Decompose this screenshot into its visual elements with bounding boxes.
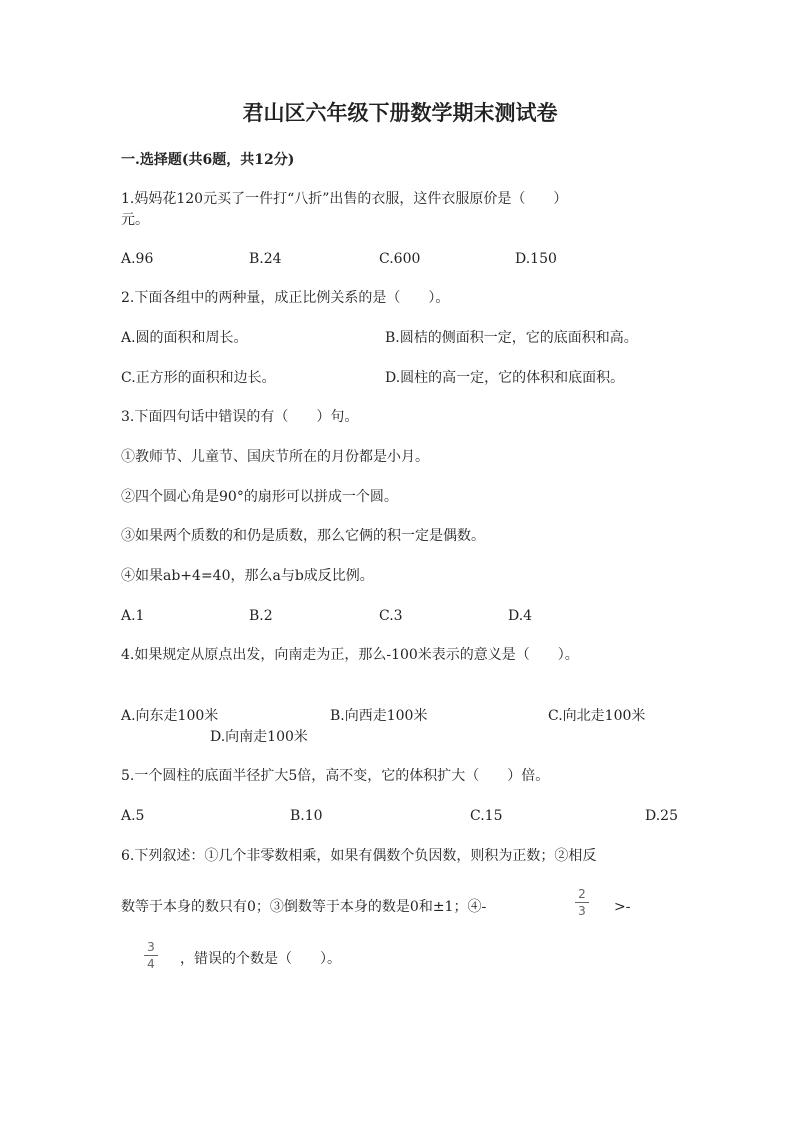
page-title: 君山区六年级下册数学期末测试卷	[242, 100, 558, 125]
q2-option-d: D.圆柱的高一定，它的体积和底面积。	[385, 370, 625, 386]
q4-option-a: A.向东走100米	[121, 708, 219, 724]
question-6-stem-cont: 数等于本身的数只有0；③倒数等于本身的数是0和±1；④-	[121, 899, 487, 915]
question-2-stem: 2.下面各组中的两种量，成正比例关系的是（ ）。	[121, 290, 450, 306]
q5-option-a: A.5	[121, 808, 145, 824]
question-5-stem: 5.一个圆柱的底面半径扩大5倍，高不变，它的体积扩大（ ）倍。	[121, 768, 550, 784]
question-6-stem: 6.下列叙述：①几个非零数相乘，如果有偶数个负因数，则积为正数；②相反	[121, 848, 597, 864]
fraction-three-fourths	[144, 940, 158, 971]
q3-statement-3: ③如果两个质数的和仍是质数，那么它俩的积一定是偶数。	[121, 528, 485, 544]
q4-option-c: C.向北走100米	[548, 708, 646, 724]
q2-option-a: A.圆的面积和周长。	[121, 330, 248, 346]
question-1-stem: 1.妈妈花120元买了一件打“八折”出售的衣服，这件衣服原价是（ ）	[121, 191, 568, 207]
fraction-bar	[144, 955, 158, 956]
q3-statement-1: ①教师节、儿童节、国庆节所在的月份都是小月。	[121, 449, 429, 465]
question-4-stem: 4.如果规定从原点出发，向南走为正，那么-100米表示的意义是（ ）。	[121, 647, 579, 663]
q5-option-b: B.10	[290, 808, 323, 824]
q2-option-b: B.圆桔的侧面积一定，它的底面积和高。	[385, 330, 638, 346]
fraction-denominator: 3	[578, 904, 586, 918]
question-3-stem: 3.下面四句话中错误的有（ ）句。	[121, 409, 359, 425]
fraction-bar	[575, 902, 589, 903]
q4-option-b: B.向西走100米	[330, 708, 428, 724]
q1-option-d: D.150	[515, 251, 557, 267]
question-6-compare: >-	[614, 899, 631, 915]
q2-option-c: C.正方形的面积和边长。	[121, 370, 276, 386]
question-6-stem-end: ，错误的个数是（ ）。	[180, 951, 341, 967]
q4-option-d: D.向南走100米	[210, 729, 308, 745]
q3-option-d: D.4	[508, 608, 533, 624]
q1-option-a: A.96	[121, 251, 154, 267]
q3-option-c: C.3	[379, 608, 403, 624]
q3-option-a: A.1	[121, 608, 145, 624]
section-heading: 一.选择题(共6题，共12分)	[121, 152, 295, 168]
q3-option-b: B.2	[249, 608, 273, 624]
fraction-denominator: 4	[147, 957, 155, 971]
q5-option-d: D.25	[645, 808, 678, 824]
fraction-numerator: 3	[147, 940, 155, 954]
q1-option-c: C.600	[379, 251, 421, 267]
fraction-numerator: 2	[578, 887, 586, 901]
q3-statement-2: ②四个圆心角是90°的扇形可以拼成一个圆。	[121, 489, 398, 505]
question-1-stem-cont: 元。	[121, 212, 149, 228]
fraction-two-thirds	[575, 887, 589, 918]
q3-statement-4: ④如果ab+4=40，那么a与b成反比例。	[121, 568, 374, 584]
q1-option-b: B.24	[249, 251, 282, 267]
q5-option-c: C.15	[470, 808, 503, 824]
